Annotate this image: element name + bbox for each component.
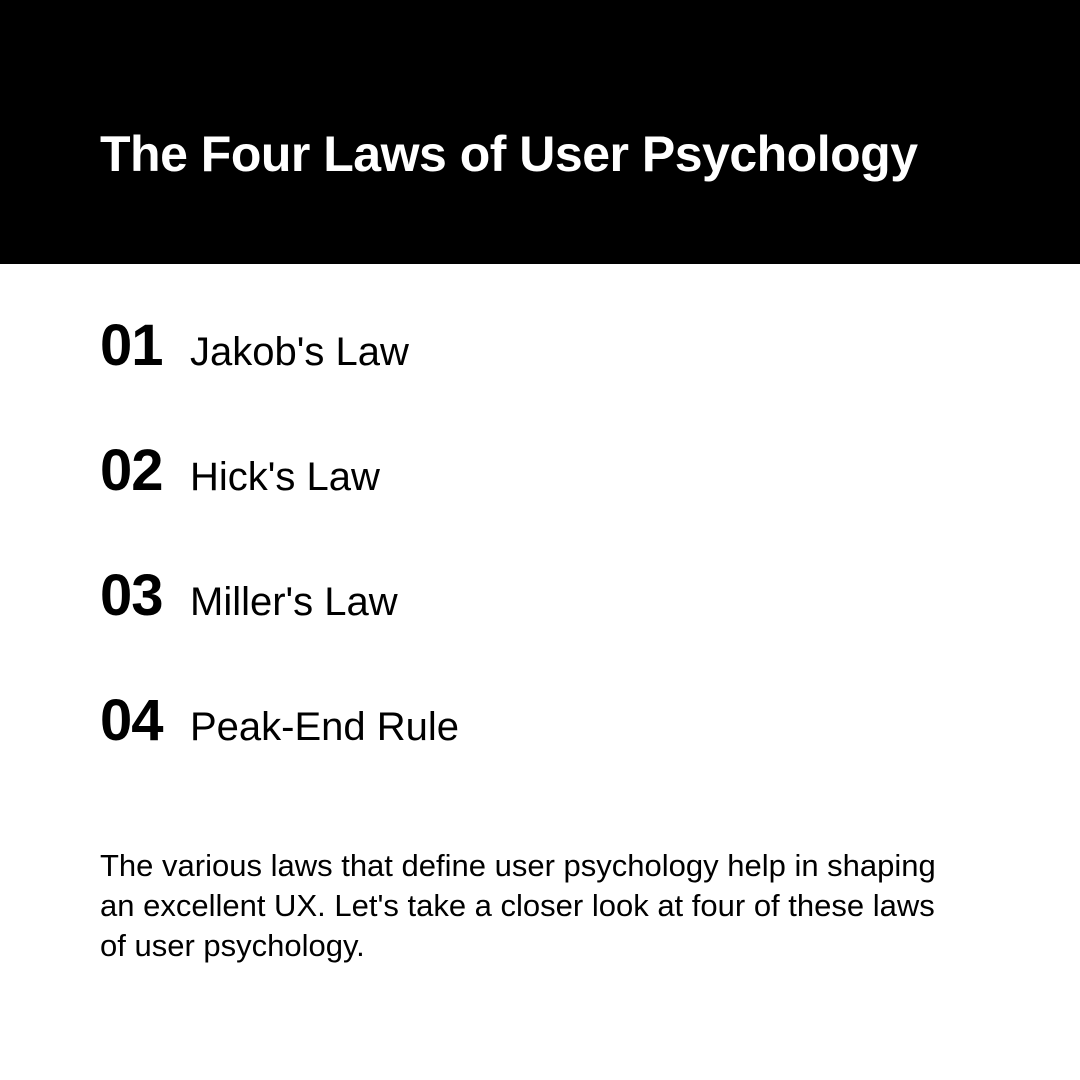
law-name: Miller's Law bbox=[190, 580, 398, 624]
law-item-hicks-law bbox=[100, 439, 980, 564]
law-list bbox=[100, 314, 980, 814]
law-number: 03 bbox=[100, 563, 163, 628]
law-item-jakobs-law bbox=[100, 314, 980, 439]
law-item-peak-end-rule bbox=[100, 689, 980, 814]
law-name: Jakob's Law bbox=[190, 330, 409, 374]
law-number: 01 bbox=[100, 313, 163, 378]
law-item-millers-law bbox=[100, 564, 980, 689]
law-number: 02 bbox=[100, 438, 163, 503]
header-banner bbox=[0, 0, 1080, 264]
description-text: The various laws that define user psychology help in shaping an excellent UX. Let's take a closer look at four of these laws of user psychology. bbox=[100, 848, 936, 963]
page-title: The Four Laws of User Psychology bbox=[100, 126, 918, 182]
law-number: 04 bbox=[100, 688, 163, 753]
law-name: Peak-End Rule bbox=[190, 705, 460, 749]
law-name: Hick's Law bbox=[190, 455, 380, 499]
